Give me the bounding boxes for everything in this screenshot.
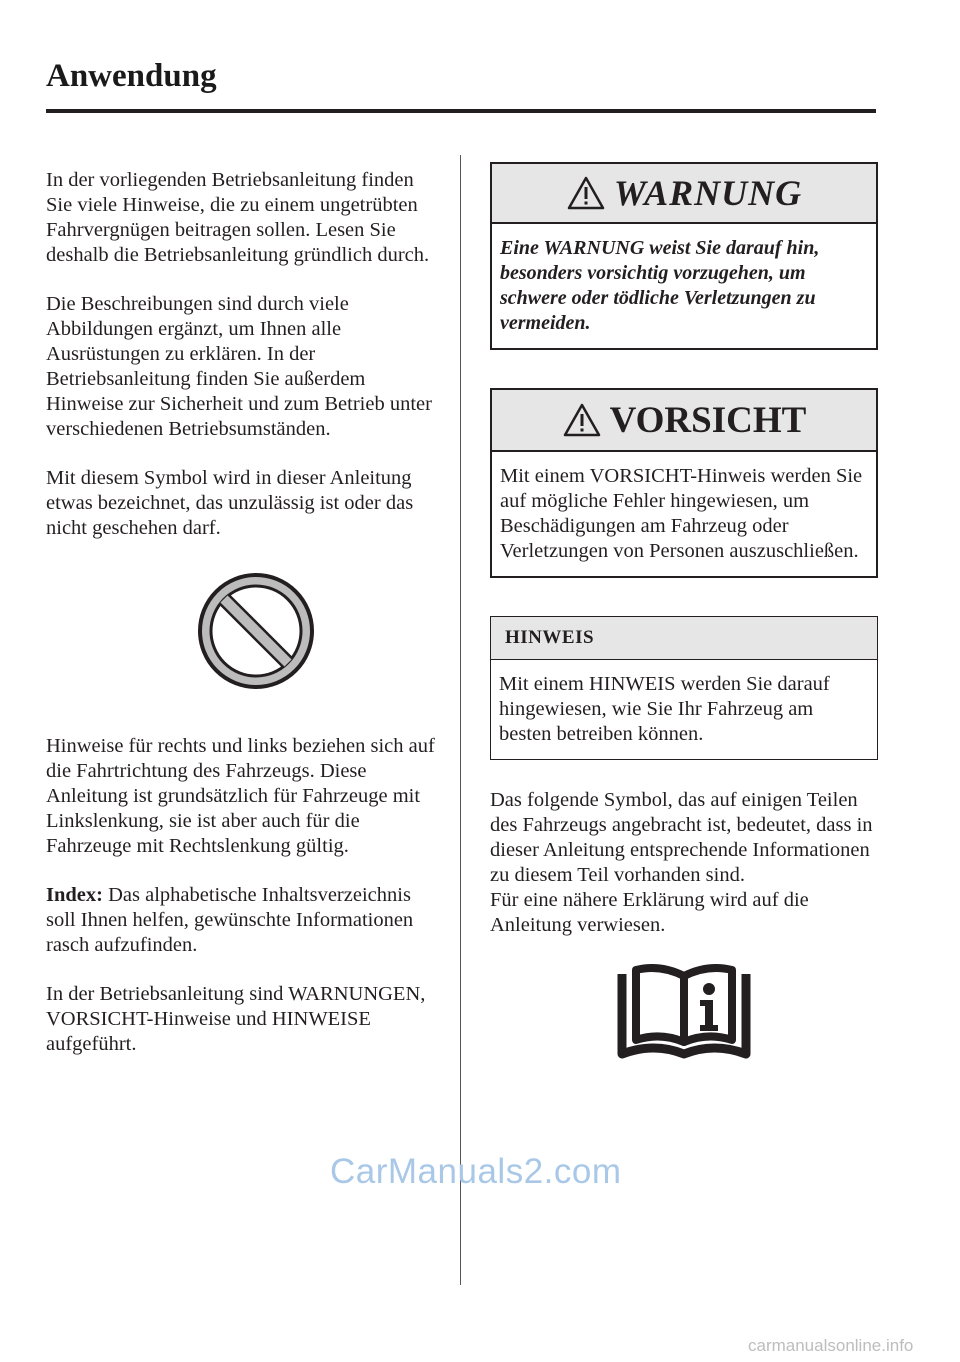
index-text: Das alphabetische Inhaltsverzeichnis soll Ihnen helfen, gewünschte Informationen rasch aufzufinden. (46, 884, 414, 956)
warning-triangle-icon (562, 402, 602, 438)
caution-title: VORSICHT (609, 399, 807, 441)
note-text: Mit einem HINWEIS werden Sie darauf hingewiesen, wie Sie Ihr Fahrzeug am besten betreiben können. (499, 673, 830, 745)
note-box (490, 616, 878, 760)
note-title: HINWEIS (491, 617, 877, 660)
title-rule (46, 109, 876, 113)
index-label: Index: (46, 884, 103, 906)
column-divider (460, 155, 461, 1285)
caution-box (490, 388, 878, 578)
caution-text: Mit einem VORSICHT-Hinweis werden Sie auf mögliche Fehler hingewiesen, um Beschädigungen am Fahrzeug oder Verletzungen von Personen auszuschließen. (500, 465, 863, 562)
warning-title: WARNUNG (613, 173, 803, 213)
footer-watermark: carmanualsonline.info (748, 1336, 914, 1355)
index-paragraph (46, 883, 436, 958)
manual-symbol (490, 962, 878, 1067)
left-column (46, 168, 436, 1081)
direction-paragraph: Hinweise für rechts und links beziehen sich auf die Fahrtrichtung des Fahrzeugs. Diese Anleitung ist grundsätzlich für Fahrzeuge mit Linkslenkung, sie ist aber auch für die Fahrzeuge mit Rechtslenkung gültig. (46, 735, 435, 857)
warning-body (492, 224, 876, 348)
right-column (490, 162, 878, 1067)
warning-box (490, 162, 878, 350)
manual-info-book-icon (614, 962, 754, 1062)
caution-body (492, 452, 876, 576)
watermark: CarManuals2.com (330, 1152, 622, 1191)
reference-paragraph: Für eine nähere Erklärung wird auf die Anleitung verwiesen. (490, 889, 809, 936)
warning-triangle-icon (566, 175, 606, 211)
intro-paragraph: In der vorliegenden Betriebsanleitung finden Sie viele Hinweise, die zu einem ungetrübten Fahrvergnügen beitragen sollen. Lesen Sie deshalb die Betriebsanleitung gründlich durch. (46, 169, 430, 266)
illustrations-paragraph: Die Beschreibungen sind durch viele Abbildungen ergänzt, um Ihnen alle Ausrüstungen zu erklären. In der Betriebsanleitung finden Sie außerdem Hinweise zur Sicherheit und zum Betrieb unter verschiedenen Betriebsumständen. (46, 293, 432, 440)
warning-header (492, 164, 876, 224)
symbol-explanation-paragraph: Das folgende Symbol, das auf einigen Teilen des Fahrzeugs angebracht ist, bedeutet, dass in dieser Anleitung entsprechende Informationen zu diesem Teil vorhanden sind. (490, 789, 873, 886)
note-body (491, 660, 877, 759)
warning-text: Eine WARNUNG weist Sie darauf hin, besonders vorsichtig vorzugehen, um schwere oder tödliche Verletzungen zu vermeiden. (500, 237, 820, 334)
prohibition-circle-icon (190, 565, 322, 697)
prohibition-symbol (46, 565, 436, 702)
notices-paragraph: In der Betriebsanleitung sind WARNUNGEN, VORSICHT-Hinweise und HINWEISE aufgeführt. (46, 983, 426, 1055)
symbol-paragraph: Mit diesem Symbol wird in dieser Anleitung etwas bezeichnet, das unzulässig ist oder das nicht geschehen darf. (46, 467, 414, 539)
caution-header (492, 390, 876, 452)
page-title: Anwendung (46, 58, 217, 94)
